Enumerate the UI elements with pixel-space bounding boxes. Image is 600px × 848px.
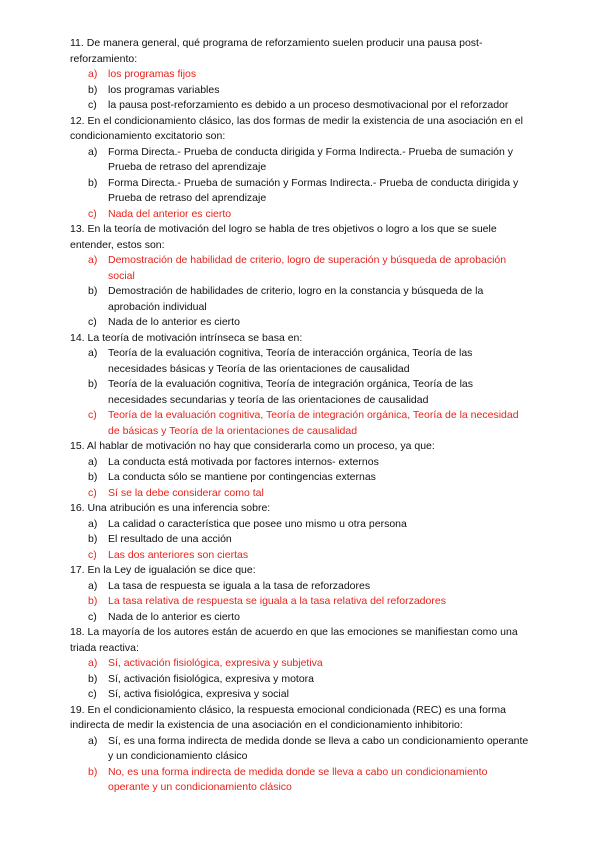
option-text: Nada de lo anterior es cierto [108,610,240,623]
option-text: Teoría de la evaluación cognitiva, Teoría de integración orgánica, Teoría de las necesidades secundarias y teoría de las orientaciones de causalidad [108,378,474,406]
option-text: Sí, activación fisiológica, expresiva y motora [108,672,315,685]
answer-option [70,610,530,626]
answer-option [70,734,530,765]
option-text: La tasa relativa de respuesta se iguala a la tasa relativa del reforzadores [108,595,446,607]
option-label: b) [88,672,98,685]
answer-option [70,346,530,377]
option-label: b) [88,533,98,545]
option-text: Las dos anteriores son ciertas [108,548,249,561]
option-text: La calidad o característica que posee uno mismo u otra persona [108,517,407,530]
answer-option [70,176,530,207]
option-list [70,346,530,439]
option-text: Sí, activación fisiológica, expresiva y subjetiva [108,657,323,669]
answer-option-correct [70,656,530,672]
question-13 [70,222,530,331]
answer-option [70,284,530,315]
option-text: Sí, es una forma indirecta de medida donde se lleva a cabo un condicionamiento operante y un condicionamiento clásico [108,734,529,762]
answer-option-correct [70,253,530,284]
option-label: c) [88,207,97,220]
option-list [70,579,530,626]
question-list [70,36,530,796]
option-text: La conducta está motivada por factores internos- externos [108,455,379,468]
option-label: a) [88,734,98,747]
answer-option [70,517,530,533]
option-text: El resultado de una acción [108,533,232,545]
answer-option-correct [70,207,530,223]
option-text: Nada del anterior es cierto [108,207,232,220]
answer-option [70,83,530,99]
question-stem: 18. La mayoría de los autores están de acuerdo en que las emociones se manifiestan como una triada reactiva: [70,626,518,654]
answer-option-correct [70,548,530,564]
answer-option-correct [70,67,530,83]
option-list [70,455,530,502]
question-18 [70,625,530,703]
question-stem: 12. En el condicionamiento clásico, las dos formas de medir la existencia de una asociación en el condicionamiento excitatorio son: [70,114,523,142]
question-16 [70,501,530,563]
option-label: b) [88,471,98,483]
option-text: Forma Directa.- Prueba de sumación y Formas Indirecta.- Prueba de conducta dirigida y Prueba de retraso del aprendizaje [108,176,519,204]
answer-option-correct [70,765,530,796]
option-label: c) [88,688,97,700]
question-12 [70,114,530,223]
option-label: c) [88,486,97,499]
question-17 [70,563,530,625]
question-stem: 11. De manera general, qué programa de reforzamiento suelen producir una pausa post-reforzamiento: [70,37,483,65]
option-label: c) [88,548,97,561]
answer-option [70,98,530,114]
answer-option-correct [70,408,530,439]
question-11 [70,36,530,114]
question-15 [70,439,530,501]
option-list [70,734,530,796]
question-stem: 16. Una atribución es una inferencia sobre: [70,502,271,514]
option-list [70,67,530,114]
option-text: Sí, activa fisiológica, expresiva y social [108,688,289,700]
option-text: La tasa de respuesta se iguala a la tasa de reforzadores [108,579,371,592]
option-label: a) [88,145,98,158]
option-text: Teoría de la evaluación cognitiva, Teoría de interacción orgánica, Teoría de las necesidades básicas y Teoría de las orientaciones de causalidad [108,347,473,375]
question-stem: 17. En la Ley de igualación se dice que: [70,564,256,576]
option-label: b) [88,83,98,96]
option-text: los programas variables [108,83,220,96]
question-stem: 15. Al hablar de motivación no hay que considerarla como un proceso, ya que: [70,440,435,452]
option-label: b) [88,595,98,607]
option-list [70,253,530,331]
answer-option [70,470,530,486]
option-label: c) [88,99,97,111]
answer-option [70,687,530,703]
answer-option-correct [70,486,530,502]
question-19 [70,703,530,796]
answer-option [70,455,530,471]
option-list [70,517,530,564]
option-text: la pausa post-reforzamiento es debido a un proceso desmotivacional por el reforzador [108,99,509,111]
question-14 [70,331,530,440]
option-list [70,145,530,223]
option-list [70,656,530,703]
option-text: No, es una forma indirecta de medida donde se lleva a cabo un condicionamiento operante y un condicionamiento clásico [108,765,488,793]
option-label: b) [88,378,98,390]
answer-option-correct [70,594,530,610]
answer-option [70,145,530,176]
option-label: a) [88,347,98,359]
answer-option [70,672,530,688]
option-label: a) [88,657,98,669]
option-label: a) [88,254,98,266]
answer-option [70,579,530,595]
answer-option [70,377,530,408]
option-text: La conducta sólo se mantiene por contingencias externas [108,471,376,483]
option-label: b) [88,765,98,778]
answer-option [70,532,530,548]
option-label: c) [88,409,97,421]
option-text: Demostración de habilidades de criterio, logro en la constancia y búsqueda de la aprobación individual [108,285,484,313]
answer-option [70,315,530,331]
option-label: b) [88,285,98,297]
option-text: los programas fijos [108,68,197,80]
question-stem: 19. En el condicionamiento clásico, la respuesta emocional condicionada (REC) es una forma indirecta de medir la existencia de una asociación en el condicionamiento inhibitorio: [70,703,506,731]
option-label: a) [88,579,98,592]
option-label: a) [88,517,98,530]
option-text: Nada de lo anterior es cierto [108,316,240,328]
question-stem: 13. En la teoría de motivación del logro se habla de tres objetivos o logro a los que se suele entender, estos son: [70,223,497,251]
option-text: Teoría de la evaluación cognitiva, Teoría de integración orgánica, Teoría de la necesidad de básicas y Teoría de la orientaciones de causalidad [108,409,519,437]
option-label: a) [88,455,98,468]
option-label: a) [88,68,98,80]
option-text: Sí se la debe considerar como tal [108,486,264,499]
option-label: b) [88,176,98,189]
option-label: c) [88,610,97,623]
option-text: Forma Directa.- Prueba de conducta dirigida y Forma Indirecta.- Prueba de sumación y Prueba de retraso del aprendizaje [108,145,514,173]
option-label: c) [88,316,97,328]
question-stem: 14. La teoría de motivación intrínseca se basa en: [70,331,303,344]
option-text: Demostración de habilidad de criterio, logro de superación y búsqueda de aprobación social [108,254,507,282]
